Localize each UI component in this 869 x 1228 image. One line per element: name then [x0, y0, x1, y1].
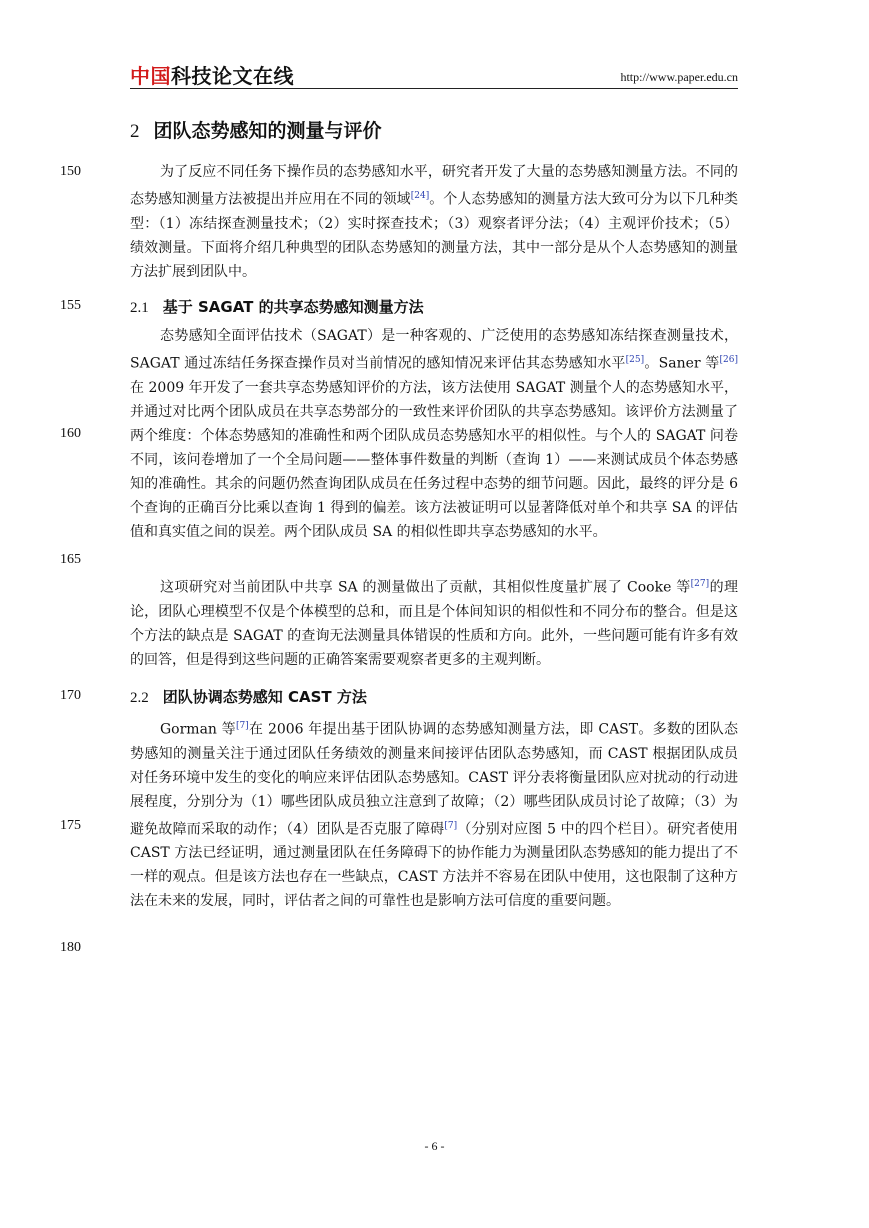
- section-number: 2: [130, 121, 140, 142]
- line-number: 165: [60, 552, 81, 567]
- paragraph-cast: [130, 714, 738, 913]
- text: 在 2006 年提出基于团队协调的态势感知测量方法，即 CAST。多数的团队态势感知的测量关注于通过团队任务绩效的测量来间接评估团队态势感知，而 CAST 根据团队成员对任务环境中发生的变化的响应来评估团队态势感知。CAST 评分表将衡量团队应对扰动的行动进展程度，分别分为（1）哪些团队成员独立注意到了故障；（2）哪些团队成员讨论了故障；（3）为避免故障而采取的动作；（4）团队是否克服了障碍: [130, 721, 738, 838]
- text: 这项研究对当前团队中共享 SA 的测量做出了贡献，其相似性度量扩展了 Cooke 等: [160, 579, 691, 596]
- header-url[interactable]: http://www.paper.edu.cn: [620, 70, 738, 84]
- logo-black-text: 科技论文在线: [171, 64, 294, 88]
- text: 为了反应不同任务下操作员的态势感知水平，研究者开发了大量的态势感知测量方法。不同的态势感知测量方法被提出并应用在不同的领域: [130, 164, 738, 208]
- citation[interactable]: [7]: [235, 721, 249, 731]
- line-number: 180: [60, 940, 81, 955]
- text: 态势感知全面评估技术（SAGAT）是一种客观的、广泛使用的态势感知冻结探查测量技术，SAGAT 通过冻结任务探查操作员对当前情况的感知情况来评估其态势感知水平: [130, 328, 738, 372]
- subsection-title-text: 基于 SAGAT 的共享态势感知测量方法: [162, 298, 424, 316]
- line-number: 155: [60, 298, 81, 313]
- paragraph-intro: [130, 160, 738, 284]
- line-number: 170: [60, 688, 81, 703]
- subsection-title-2-1: [130, 296, 424, 317]
- page-header: [130, 64, 738, 90]
- citation[interactable]: [25]: [625, 355, 645, 365]
- citation[interactable]: [27]: [690, 579, 710, 589]
- subsection-title-2-2: [130, 686, 367, 707]
- text: 的理论，团队心理模型不仅是个体模型的总和，而且是个体间知识的相似性和不同分布的整合。但是这个方法的缺点是 SAGAT 的查询无法测量具体错误的性质和方向。此外，一些问题可能有许多有效的回答，但是得到这些问题的正确答案需要观察者更多的主观判断。: [130, 579, 739, 668]
- section-title-text: 团队态势感知的测量与评价: [153, 120, 382, 142]
- subsection-title-text: 团队协调态势感知 CAST 方法: [162, 688, 367, 706]
- page-number: - 6 -: [424, 1139, 445, 1153]
- subsection-number: 2.1: [130, 300, 149, 316]
- logo-red-text: 中国: [130, 64, 171, 88]
- line-number: 150: [60, 164, 81, 179]
- paragraph-contribution: [130, 572, 738, 672]
- journal-logo: [130, 64, 294, 88]
- text: （分别对应图 5 中的四个栏目）。研究者使用 CAST 方法已经证明，通过测量团队在任务障碍下的协作能力为测量团队态势感知的能力提出了不一样的观点。但是该方法也存在一些缺点，CAST 方法并不容易在团队中使用，这也限制了这种方法在未来的发展，同时，评估者之间的可靠性也是影响方法可信度的重要问题。: [130, 821, 739, 910]
- text: Gorman 等: [160, 721, 236, 738]
- line-number: 175: [60, 818, 81, 833]
- text: 在 2009 年开发了一套共享态势感知评价的方法，该方法使用 SAGAT 测量个人的态势感知水平，并通过对比两个团队成员在共享态势部分的一致性来评价团队的共享态势感知。该评价方法测量了两个维度：个体态势感知的准确性和两个团队成员态势感知水平的相似性。与个人的 SAGAT 问卷不同，该问卷增加了一个全局问题——整体事件数量的判断（查询 1）——来测试成员个体态势感知的准确性。其余的问题仍然查询团队成员在任务过程中态势的细节问题。因此，最终的评分是 6 个查询的正确百分比乘以查询 1 得到的偏差。该方法被证明可以显著降低对单个和共享 SA 的评估值和真实值之间的误差。两个团队成员 SA 的相似性即共享态势感知的水平。: [130, 379, 738, 540]
- text: 。个人态势感知的测量方法大致可分为以下几种类型：（1）冻结探查测量技术；（2）实时探查技术；（3）观察者评分法；（4）主观评价技术；（5）绩效测量。下面将介绍几种典型的团队态势感知的测量方法，其中一部分是从个人态势感知的测量方法扩展到团队中。: [130, 191, 739, 280]
- citation[interactable]: [7]: [444, 820, 458, 831]
- subsection-number: 2.2: [130, 690, 149, 706]
- text: 。Saner 等: [644, 355, 720, 372]
- citation[interactable]: [26]: [719, 355, 738, 365]
- header-divider: [130, 88, 738, 89]
- paragraph-sagat: [130, 324, 738, 544]
- line-number: 160: [60, 426, 81, 441]
- section-title: [130, 116, 382, 143]
- citation[interactable]: [24]: [410, 191, 430, 201]
